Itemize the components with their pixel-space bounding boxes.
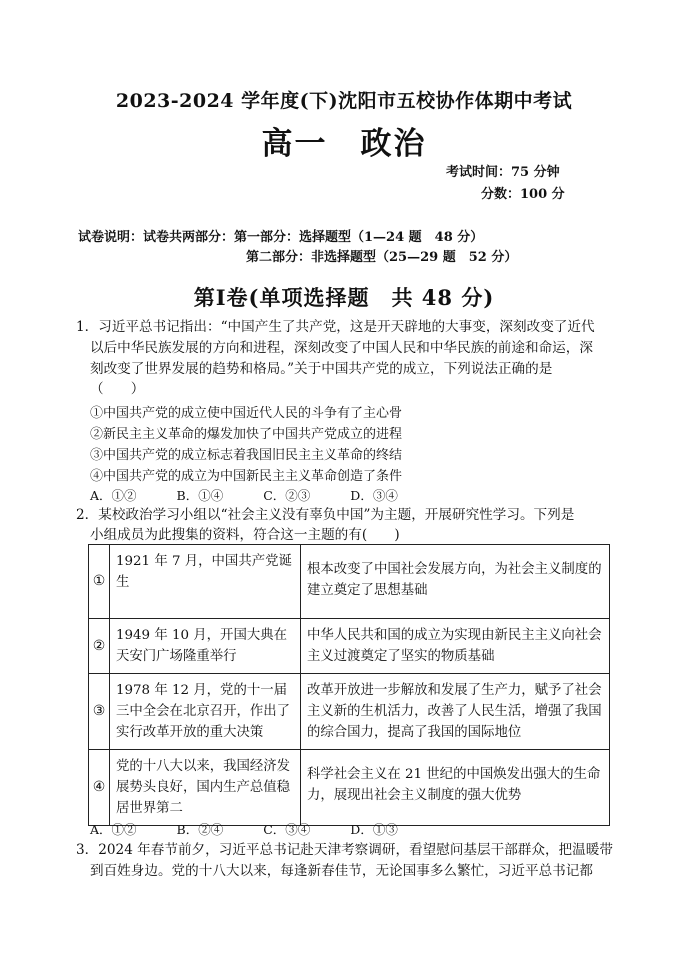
row-event: 1949 年 10 月，开国大典在天安门广场隆重举行: [110, 619, 301, 674]
q1-option-3: ③中国共产党的成立标志着我国旧民主主义革命的终结: [90, 448, 403, 463]
q1-option-2: ②新民主主义革命的爆发加快了中国共产党成立的进程: [90, 427, 403, 442]
row-meaning: 根本改变了中国社会发展方向，为社会主义制度的建立奠定了思想基础: [301, 545, 610, 619]
table-row: [89, 545, 610, 619]
table-row: [89, 674, 610, 750]
q1-option-1: ①中国共产党的成立使中国近代人民的斗争有了主心骨: [90, 406, 403, 421]
q2-answer-choices: [90, 820, 438, 838]
row-meaning: 中华人民共和国的成立为实现由新民主主义向社会主义过渡奠定了坚实的物质基础: [301, 619, 610, 674]
row-event: 党的十八大以来，我国经济发展势头良好，国内生产总值稳居世界第二: [110, 750, 301, 826]
row-event: 1921 年 7 月，中国共产党诞生: [110, 545, 301, 619]
q1-stem-line1: 1．习近平总书记指出：“中国产生了共产党，这是开天辟地的大事变，深刻改变了近代: [76, 319, 595, 335]
q2-stem-line1: 2．某校政治学习小组以“社会主义没有辜负中国”为主题，开展研究性学习。下列是: [76, 507, 575, 523]
q2-answer-c[interactable]: C．③④: [263, 822, 311, 837]
subject-title: 高一 政治: [261, 126, 427, 162]
q2-answer-b[interactable]: B．②④: [176, 822, 224, 837]
section-title: 第Ⅰ卷(单项选择题 共 48 分): [193, 285, 495, 310]
q1-option-4: ④中国共产党的成立为中国新民主主义革命创造了条件: [90, 469, 403, 484]
q3-stem-line2: 到百姓身边。党的十八大以来，每逢新春佳节，无论国事多么繁忙，习近平总书记都: [90, 863, 593, 879]
q1-stem-line3: 刻改变了世界发展的趋势和格局。”关于中国共产党的成立，下列说法正确的是: [90, 361, 553, 377]
q1-answer-b[interactable]: B．①④: [176, 488, 224, 503]
q1-answer-d[interactable]: D．③④: [350, 488, 398, 503]
q1-answer-a[interactable]: A．①②: [90, 488, 137, 503]
q2-answer-a[interactable]: A．①②: [90, 822, 137, 837]
exam-title: 2023-2024 学年度(下)沈阳市五校协作体期中考试: [115, 90, 573, 112]
table-row: [89, 750, 610, 826]
q1-stem-line4: （ ）: [90, 381, 145, 397]
row-event: 1978 年 12 月，党的十一届三中全会在北京召开，作出了实行改革开放的重大决策: [110, 674, 301, 750]
row-number: ④: [89, 750, 110, 826]
paper-notes-line1: 试卷说明：试卷共两部分：第一部分：选择题型（1—24 题 48 分）: [78, 230, 484, 245]
table-row: [89, 619, 610, 674]
q1-stem-line2: 以后中华民族发展的方向和进程，深刻改变了中国人民和中华民族的前途和命运，深: [90, 340, 593, 356]
row-meaning: 科学社会主义在 21 世纪的中国焕发出强大的生命力，展现出社会主义制度的强大优势: [301, 750, 610, 826]
exam-time: 考试时间：75 分钟: [446, 165, 560, 180]
q1-answer-c[interactable]: C．②③: [263, 488, 311, 503]
q2-stem-line2: 小组成员为此搜集的资料，符合这一主题的有( ): [90, 527, 400, 543]
row-number: ②: [89, 619, 110, 674]
exam-score: 分数：100 分: [481, 187, 565, 202]
row-number: ③: [89, 674, 110, 750]
paper-notes-line2: 第二部分：非选择题型（25—29 题 52 分）: [246, 250, 518, 265]
q1-answer-choices: [90, 486, 438, 504]
q2-answer-d[interactable]: D．①③: [350, 822, 398, 837]
row-meaning: 改革开放进一步解放和发展了生产力，赋予了社会主义新的生机活力，改善了人民生活，增强了我国的综合国力，提高了我国的国际地位: [301, 674, 610, 750]
q3-stem-line1: 3．2024 年春节前夕，习近平总书记赴天津考察调研，看望慰问基层干部群众，把温暖带: [76, 842, 613, 858]
row-number: ①: [89, 545, 110, 619]
q2-materials-table: [88, 544, 610, 826]
